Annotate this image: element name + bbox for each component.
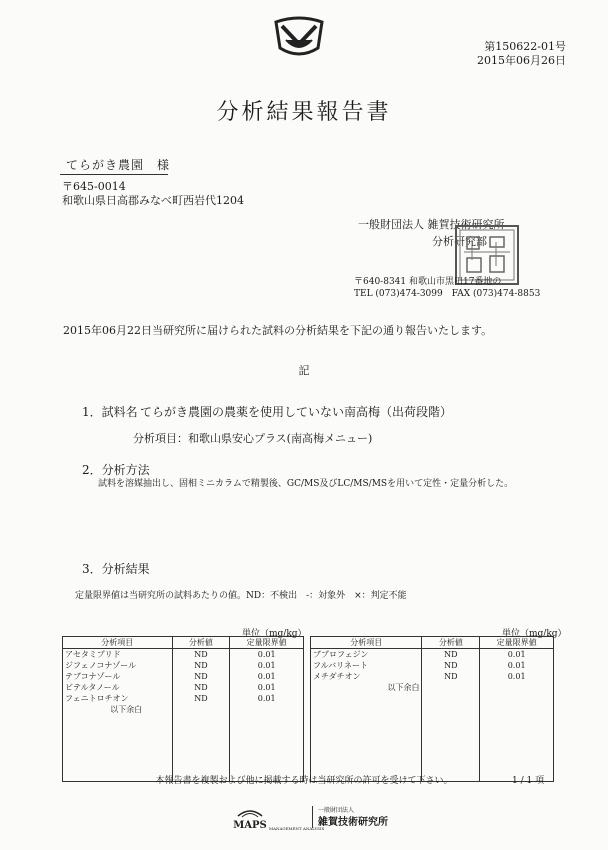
page-indicator: 1 / 1 項 <box>512 776 545 786</box>
method-text: 試料を溶媒抽出し、固相ミニカラムで精製後、GC/MS及びLC/MS/MSを用いて定性・定量分析した。 <box>98 479 514 489</box>
issuer-tel-fax: TEL (073)474-3099 FAX (073)474-8853 <box>354 289 541 299</box>
footer-divider <box>312 806 313 828</box>
table-row: ジフェノコナゾール ND 0.01 <box>63 660 304 671</box>
table-row: フェニトロチオン ND 0.01 <box>63 693 304 704</box>
header-limit: 定量限界値 <box>480 637 554 649</box>
section3-heading: 3．分析結果 <box>82 562 150 576</box>
unit-label-right: 単位（mg/kg） <box>502 629 567 639</box>
table-row: テブコナゾール ND 0.01 <box>63 671 304 682</box>
customer-name: てらがき農園 様 <box>66 158 171 172</box>
document-date: 2015年06月26日 <box>477 54 566 67</box>
issuer-address: 〒640-8341 和歌山市黒田17番地の <box>354 277 502 287</box>
table-row: アセタミプリド ND 0.01 <box>63 649 304 661</box>
customer-address: 和歌山県日高郡みなべ町西岩代1204 <box>62 194 244 207</box>
document-meta <box>477 40 566 68</box>
customer-address-block <box>62 180 244 208</box>
maps-logo-icon <box>230 806 270 832</box>
maps-logo-text: MAPS <box>233 820 267 831</box>
customer-underline <box>60 174 168 175</box>
footer-org-type: 一般財団法人 <box>318 807 355 814</box>
analysis-items: 分析項目：和歌山県安心プラス(南高梅メニュー) <box>133 432 373 445</box>
issuer-dept: 分析研究部 <box>432 235 487 248</box>
header-limit: 定量限界値 <box>230 637 304 649</box>
issuer-contact <box>354 276 540 300</box>
document-number: 第150622-01号 <box>484 40 566 53</box>
footer-notice: 本報告書を複製および他に掲載する時は当研究所の許可を受けて下さい。 <box>155 776 453 786</box>
footer-org-name: 雑賀技術研究所 <box>318 817 388 828</box>
results-table-left <box>62 636 304 782</box>
limit-note: 定量限界値は当研究所の試料あたりの値。ND：不検出 -：対象外 ×：判定不能 <box>75 591 407 601</box>
header-item: 分析項目 <box>311 637 422 649</box>
maps-logo-sub: MANAGEMENT ANALYSIS <box>269 826 325 831</box>
header-value: 分析値 <box>422 637 480 649</box>
header-item: 分析項目 <box>63 637 173 649</box>
table-row: ブプロフェジン ND 0.01 <box>311 649 554 661</box>
header-value: 分析値 <box>172 637 230 649</box>
table-row: 以下余白 <box>63 704 304 715</box>
section2-heading: 2．分析方法 <box>82 463 150 477</box>
ki-heading: 記 <box>298 364 310 377</box>
page-title: 分析結果報告書 <box>216 100 392 125</box>
table-row: ビテルタノール ND 0.01 <box>63 682 304 693</box>
issuer-org: 一般財団法人 雑賀技術研究所 <box>358 218 505 231</box>
customer-zip: 〒645-0014 <box>62 180 126 193</box>
table-row: メチダチオン ND 0.01 <box>311 671 554 682</box>
sample-name: てらがき農園の農薬を使用していない南高梅（出荷段階） <box>140 405 453 419</box>
unit-label-left: 単位（mg/kg） <box>242 629 307 639</box>
results-table-right <box>310 636 554 782</box>
table-row: フルバリネート ND 0.01 <box>311 660 554 671</box>
intro-text: 2015年06月22日当研究所に届けられた試料の分析結果を下記の通り報告いたします。 <box>63 324 493 337</box>
table-row: 以下余白 <box>311 682 554 693</box>
institute-logo-icon <box>272 14 326 62</box>
section1-heading: 1．試料名 <box>82 405 138 419</box>
